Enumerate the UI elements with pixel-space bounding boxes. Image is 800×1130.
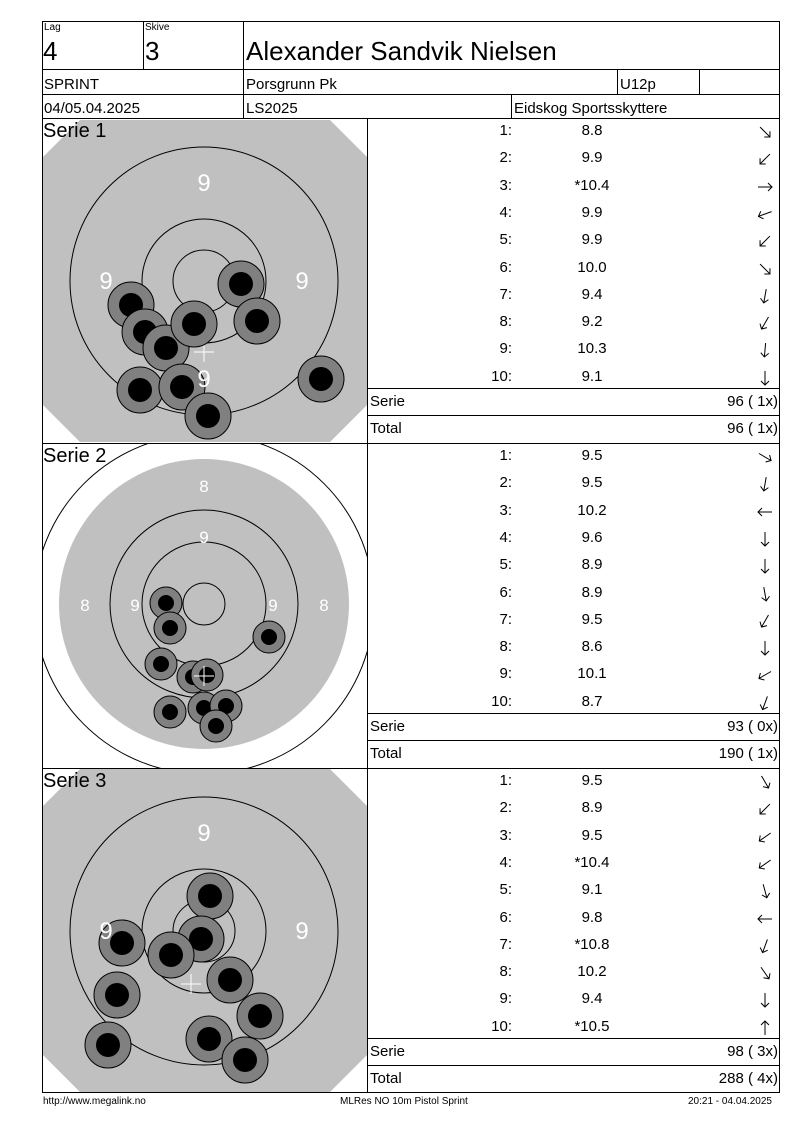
shot-hole-core [197,1027,221,1051]
shot-number: 9: [499,665,512,682]
direction-arrow-icon [755,1018,775,1038]
shot-number: 8: [499,638,512,655]
serie-value: 98 ( 3x) [727,1043,778,1060]
shot-value: 9.9 [581,149,603,166]
ring-label: 9 [197,820,211,847]
direction-arrow-icon [755,909,775,929]
shot-number: 5: [499,556,512,573]
shot-number: 5: [499,881,512,898]
total-value: 288 ( 4x) [718,1070,778,1087]
shot-number: 10: [491,1018,512,1035]
shot-value: *10.8 [574,936,610,953]
ring-label: 9 [130,596,140,615]
shot-value: 10.2 [577,963,607,980]
shot-number: 6: [499,584,512,601]
total-value: 190 ( 1x) [718,745,778,762]
shot-value: 9.5 [581,611,603,628]
total-label: Total [370,745,402,762]
serie-3-title: Serie 3 [43,770,107,792]
event-name: SPRINT [44,76,100,93]
lag-label: Lag [44,22,61,33]
shot-hole-core [218,968,242,992]
ring-label: 9 [197,170,211,197]
shot-number: 4: [499,854,512,871]
shot-number: 1: [499,122,512,139]
direction-arrow-icon [755,772,775,792]
shooter-name: Alexander Sandvik Nielsen [246,36,557,66]
shot-number: 7: [499,611,512,628]
competition-date: 04/05.04.2025 [44,100,140,117]
direction-arrow-icon [755,799,775,819]
ring-label: 9 [295,918,309,945]
shot-hole-core [110,931,134,955]
direction-arrow-icon [755,990,775,1010]
direction-arrow-icon [755,854,775,874]
serie-value: 93 ( 0x) [727,718,778,735]
serie-1-title: Serie 1 [43,120,107,142]
shot-hole-core [159,943,183,967]
shot-hole-core [198,884,222,908]
shot-value: 9.4 [581,990,603,1007]
shot-value: 8.9 [581,556,603,573]
shot-value: 10.0 [577,259,607,276]
footer-timestamp: 20:21 - 04.04.2025 [688,1096,772,1107]
shot-value: 8.8 [581,122,603,139]
shot-number: 3: [499,177,512,194]
shot-number: 2: [499,149,512,166]
serie-label: Serie [370,393,406,410]
direction-arrow-icon [755,936,775,956]
shot-value: 8.6 [581,638,603,655]
club-name: Porsgrunn Pk [246,76,337,93]
ring-label: 8 [319,596,329,615]
shot-value: 8.9 [581,799,603,816]
direction-arrow-icon [755,963,775,983]
shot-value: 9.1 [581,368,603,385]
shot-value: 9.9 [581,204,603,221]
shot-number: 7: [499,286,512,303]
footer-url[interactable]: http://www.megalink.no [43,1096,146,1107]
shot-number: 4: [499,529,512,546]
shot-number: 3: [499,502,512,519]
serie-label: Serie [370,718,406,735]
direction-arrow-icon [755,881,775,901]
shot-value: 10.3 [577,340,607,357]
shot-number: 8: [499,313,512,330]
direction-arrow-icon [755,827,775,847]
shot-number: 4: [499,204,512,221]
skive-label: Skive [145,22,170,33]
shot-value: *10.5 [574,1018,610,1035]
competition-code: LS2025 [246,100,298,117]
total-value: 96 ( 1x) [727,420,778,437]
shot-number: 9: [499,990,512,1007]
shot-number: 7: [499,936,512,953]
shot-value: 9.2 [581,313,603,330]
ring-label: 9 [199,528,209,547]
lag-value: 4 [43,36,58,66]
shot-number: 2: [499,474,512,491]
footer-software: MLRes NO 10m Pistol Sprint [340,1096,468,1107]
shot-value: *10.4 [574,177,610,194]
skive-value: 3 [145,36,160,66]
shot-value: 9.1 [581,881,603,898]
shot-value: 9.5 [581,772,603,789]
shot-number: 8: [499,963,512,980]
shot-value: 9.4 [581,286,603,303]
shot-number: 2: [499,799,512,816]
class-name: U12p [620,76,656,93]
ring-label: 9 [295,268,309,295]
ring-label: 9 [99,268,113,295]
shot-value: 9.9 [581,231,603,248]
host-club: Eidskog Sportsskyttere [514,100,668,117]
shot-value: 9.5 [581,827,603,844]
shot-number: 5: [499,231,512,248]
ring-label: 9 [268,596,278,615]
shot-number: 10: [491,368,512,385]
shot-value: 9.5 [581,447,603,464]
shot-number: 10: [491,693,512,710]
shot-hole-core [248,1004,272,1028]
shot-value: 9.6 [581,529,603,546]
shot-value: 9.8 [581,909,603,926]
shot-number: 1: [499,447,512,464]
shot-number: 3: [499,827,512,844]
shot-value: 10.1 [577,665,607,682]
shot-value: *10.4 [574,854,610,871]
ring-label: 9 [197,366,211,393]
serie-2-title: Serie 2 [43,445,107,467]
shot-number: 1: [499,772,512,789]
total-label: Total [370,420,402,437]
shot-value: 8.7 [581,693,603,710]
shot-value: 8.9 [581,584,603,601]
shot-number: 9: [499,340,512,357]
shot-hole-core [105,983,129,1007]
shot-hole-core [233,1048,257,1072]
serie-3-total-row [368,1065,780,1092]
shot-value: 9.5 [581,474,603,491]
ring-label: 9 [99,918,113,945]
shot-number: 6: [499,259,512,276]
shot-hole-core [96,1033,120,1057]
ring-label: 8 [80,596,90,615]
total-label: Total [370,1070,402,1087]
serie-3-sum-row [368,1038,780,1065]
shot-value: 10.2 [577,502,607,519]
serie-label: Serie [370,1043,406,1060]
serie-value: 96 ( 1x) [727,393,778,410]
ring-label: 8 [199,477,209,496]
shot-number: 6: [499,909,512,926]
